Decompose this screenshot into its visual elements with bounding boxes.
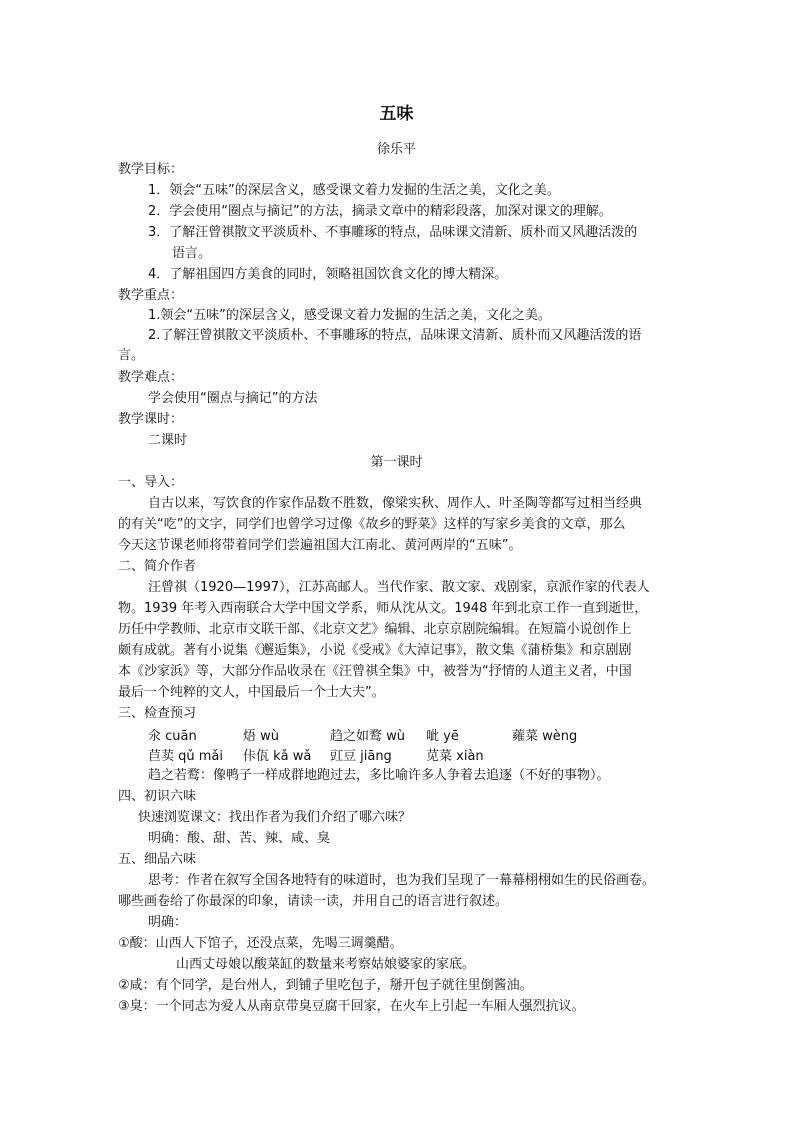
lesson-title: 第一课时 [370, 455, 423, 470]
vocab-item: 焐 wù [243, 729, 280, 744]
vocab-item: 趋之如鹜 wù [330, 729, 406, 744]
author-heading: 二、简介作者 [118, 559, 197, 574]
intro-line: 自古以来，写饮食的作家作品数不胜数，像梁实秋、周作人、叶圣陶等都写过相当经典 [148, 496, 643, 511]
detail-heading: 五、细品六味 [118, 852, 197, 867]
first-taste-question: 快速浏览课文：找出作者为我们介绍了哪六味？ [138, 810, 412, 825]
first-taste-answer: 明确：酸、甜、苦、辣、咸、臭 [148, 831, 331, 846]
objective-1: 1．领会“五味”的深层含义，感受课文着力发掘的生活之美，文化之美。 [148, 183, 560, 198]
objective-3: 3．了解汪曾祺散文平淡质朴、不事雕琢的特点，品味课文清新、质朴而又风趣活泼的 [148, 225, 638, 240]
vocab-item: 苋菜 xiàn [426, 749, 484, 764]
key-point-2: 2.了解汪曾祺散文平淡质朴、不事雕琢的特点，品味课文清新、质朴而又风趣活泼的语 [148, 328, 642, 343]
author-line: 最后一个纯粹的文人，中国最后一个士大夫”。 [118, 685, 385, 700]
vocab-item: 豇豆 jiāng [330, 749, 392, 764]
objective-4: 4．了解祖国四方美食的同时，领略祖国饮食文化的博大精深。 [148, 267, 508, 282]
hours-text: 二课时 [148, 433, 188, 448]
difficulty-heading: 教学难点： [118, 370, 184, 385]
document-title: 五味 [379, 104, 414, 124]
vocab-item: 苣荬 qǔ mǎi [148, 749, 223, 764]
detail-item: ②咸：有个同学，是台州人，到铺子里吃包子，掰开包子就往里倒酱油。 [118, 978, 533, 993]
hours-heading: 教学课时： [118, 412, 184, 427]
vocab-item: 呲 yē [426, 729, 459, 744]
vocab-item: 佧佤 kǎ wǎ [243, 749, 312, 764]
difficulty-text: 学会使用“圈点与摘记”的方法 [148, 391, 318, 406]
objective-2: 2．学会使用“圈点与摘记”的方法，摘录文章中的精彩段落，加深对课文的理解。 [148, 204, 612, 219]
vocab-note: 趋之若鹜：像鸭子一样成群地跑过去，多比喻许多人争着去追逐（不好的事物）。 [148, 768, 610, 783]
author-line: 本《沙家浜》等，大部分作品收录在《汪曾祺全集》中，被誉为“抒情的人道主义者，中国 [118, 664, 632, 679]
check-heading: 三、检查预习 [118, 706, 197, 721]
document-author: 徐乐平 [376, 142, 416, 157]
author-line: 汪曾祺（1920—1997），江苏高邮人。当代作家、散文家、戏剧家，京派作家的代表人 [148, 580, 650, 595]
detail-line: 思考：作者在叙写全国各地特有的味道时，也为我们呈现了一幕幕栩栩如生的民俗画卷。 [148, 873, 656, 888]
author-line: 物。1939 年考入西南联合大学中国文学系，师从沈从文。1948 年到北京工作一直到逝世， [118, 601, 648, 616]
key-points-heading: 教学重点： [118, 288, 184, 303]
author-line: 颇有成就。著有小说集《邂逅集》，小说《受戒》《大淖记事》，散文集《蒲桥集》和京剧剧 [118, 643, 632, 658]
key-point-2-cont: 言。 [118, 348, 145, 363]
vocab-item: 蕹菜 wèng [512, 729, 578, 744]
detail-item: ①酸：山西人下馆子，还没点菜，先喝三调羹醋。 [118, 936, 403, 951]
author-line: 历任中学教师、北京市文联干部、《北京文艺》编辑、北京京剧院编辑。在短篇小说创作上 [118, 622, 632, 637]
detail-answer-label: 明确： [148, 915, 188, 930]
detail-line: 哪些画卷给了你最深的印象，请读一读，并用自己的语言进行叙述。 [118, 894, 509, 909]
detail-item: ③臭：一个同志为爱人从南京带臭豆腐干回家，在火车上引起一车厢人强烈抗议。 [118, 999, 585, 1014]
intro-line: 今天这节课老师将带着同学们尝遍祖国大江南北、黄河两岸的“五味”。 [118, 538, 522, 553]
objective-3-cont: 语言。 [172, 246, 212, 261]
objectives-heading: 教学目标： [118, 162, 184, 177]
intro-line: 的有关“吃”的文字，同学们也曾学习过像《故乡的野菜》这样的写家乡美食的文章，那么 [118, 517, 626, 532]
key-point-1: 1.领会“五味”的深层含义，感受课文着力发掘的生活之美，文化之美。 [148, 308, 551, 323]
first-taste-heading: 四、初识六味 [118, 789, 197, 804]
detail-item: 山西丈母娘以酸菜缸的数量来考察姑娘婆家的家底。 [176, 957, 476, 972]
vocab-item: 氽 cuān [148, 729, 197, 744]
intro-heading: 一、导入： [118, 475, 184, 490]
